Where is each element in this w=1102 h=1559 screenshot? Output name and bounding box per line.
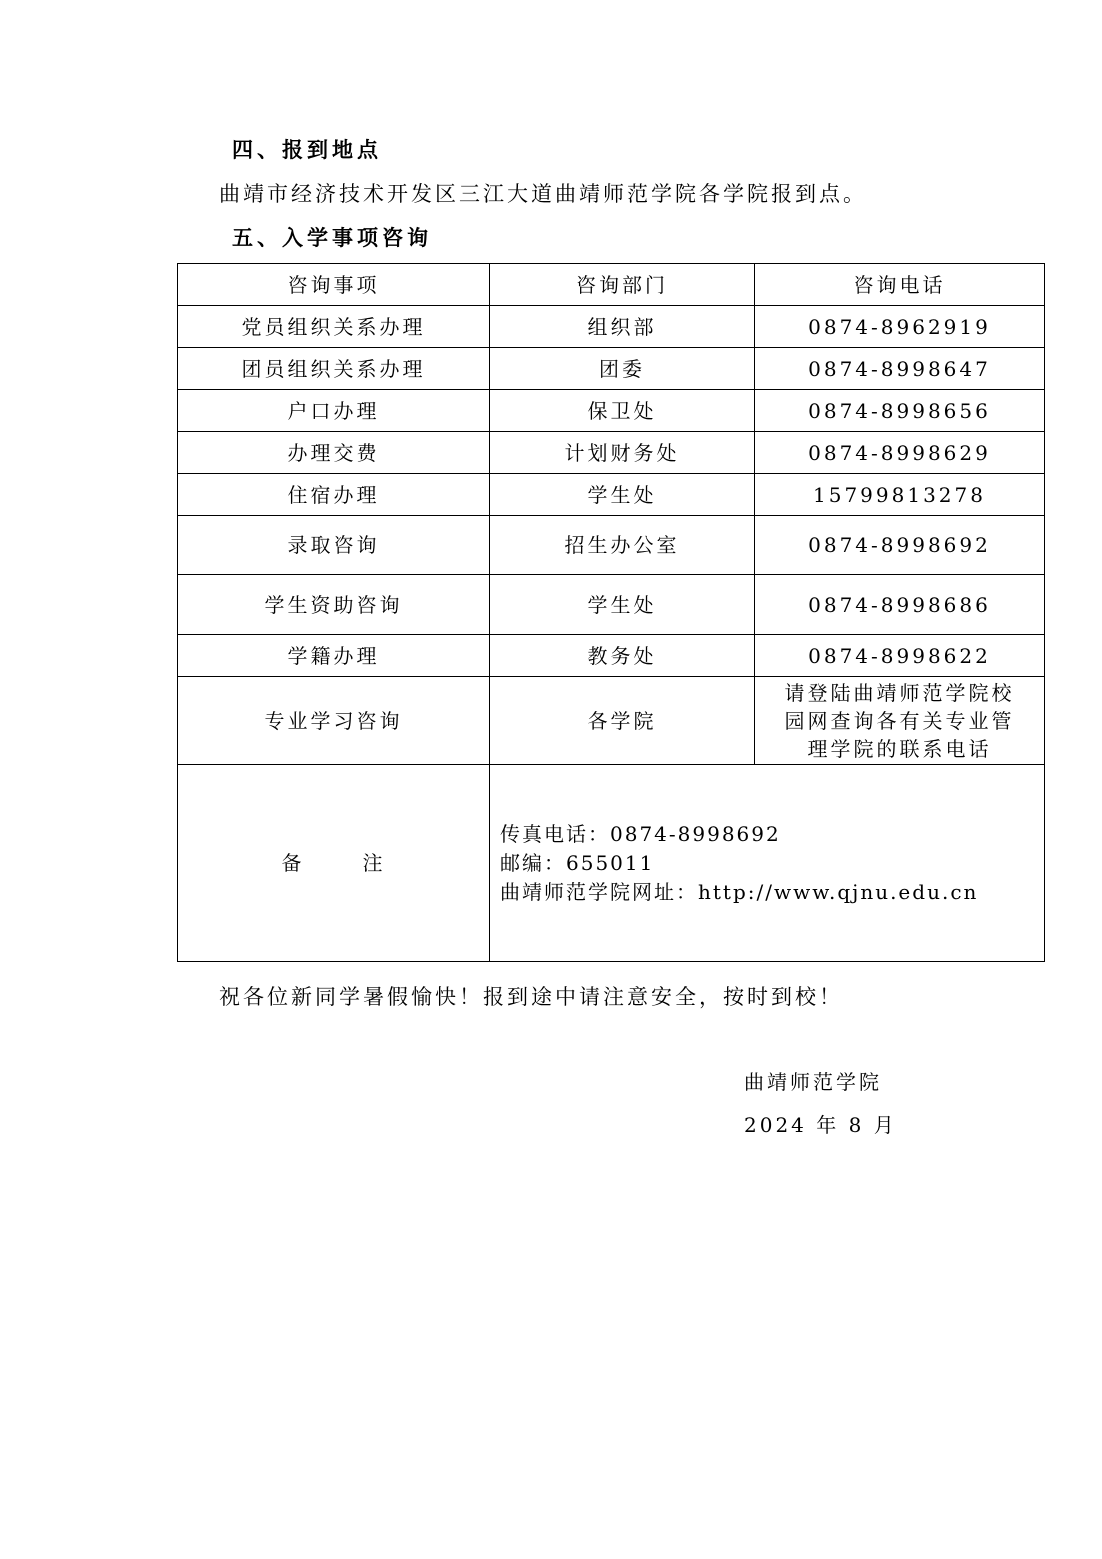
cell-phone: 0874-8998656 bbox=[755, 390, 1045, 432]
header-phone: 咨询电话 bbox=[755, 264, 1045, 306]
cell-item: 团员组织关系办理 bbox=[178, 348, 490, 390]
cell-item: 办理交费 bbox=[178, 432, 490, 474]
remarks-row bbox=[178, 765, 1045, 962]
remarks-label-cell bbox=[178, 765, 490, 962]
cell-item: 党员组织关系办理 bbox=[178, 306, 490, 348]
consultation-table bbox=[177, 263, 1045, 962]
cell-dept: 各学院 bbox=[490, 677, 755, 765]
closing-text: 祝各位新同学暑假愉快！报到途中请注意安全，按时到校！ bbox=[219, 985, 843, 1009]
header-dept: 咨询部门 bbox=[490, 264, 755, 306]
cell-item: 住宿办理 bbox=[178, 474, 490, 516]
header-item: 咨询事项 bbox=[178, 264, 490, 306]
cell-phone-multiline bbox=[755, 677, 1045, 765]
website-line: 曲靖师范学院网址：http://www.qjnu.edu.cn bbox=[500, 879, 979, 904]
remarks-content bbox=[490, 765, 1045, 962]
section-heading-location: 四、报到地点 bbox=[232, 138, 382, 162]
cell-phone: 0874-8998686 bbox=[755, 575, 1045, 635]
cell-phone: 0874-8962919 bbox=[755, 306, 1045, 348]
table-row bbox=[178, 432, 1045, 474]
cell-dept: 教务处 bbox=[490, 635, 755, 677]
table-row bbox=[178, 348, 1045, 390]
cell-dept: 招生办公室 bbox=[490, 516, 755, 575]
cell-item: 录取咨询 bbox=[178, 516, 490, 575]
cell-phone: 0874-8998629 bbox=[755, 432, 1045, 474]
fax-line: 传真电话：0874-8998692 bbox=[500, 821, 781, 846]
cell-dept: 组织部 bbox=[490, 306, 755, 348]
cell-item: 户口办理 bbox=[178, 390, 490, 432]
phone-note-line: 园网查询各有关专业管 bbox=[784, 708, 1015, 733]
cell-dept: 学生处 bbox=[490, 575, 755, 635]
cell-phone: 0874-8998692 bbox=[755, 516, 1045, 575]
signature-date: 2024 年 8 月 bbox=[744, 1113, 897, 1137]
cell-dept: 学生处 bbox=[490, 474, 755, 516]
cell-item: 专业学习咨询 bbox=[178, 677, 490, 765]
section-heading-consultation: 五、入学事项咨询 bbox=[232, 226, 432, 250]
table-row bbox=[178, 390, 1045, 432]
cell-phone: 0874-8998647 bbox=[755, 348, 1045, 390]
remarks-label-first: 备 bbox=[281, 851, 305, 875]
remarks-label bbox=[282, 851, 386, 875]
table-row bbox=[178, 575, 1045, 635]
remarks-label-second: 注 bbox=[362, 851, 386, 875]
cell-dept: 保卫处 bbox=[490, 390, 755, 432]
postcode-line: 邮编：655011 bbox=[500, 850, 655, 875]
table-row bbox=[178, 635, 1045, 677]
cell-item: 学生资助咨询 bbox=[178, 575, 490, 635]
table-header-row bbox=[178, 264, 1045, 306]
location-text: 曲靖市经济技术开发区三江大道曲靖师范学院各学院报到点。 bbox=[219, 182, 867, 206]
table-row bbox=[178, 474, 1045, 516]
table-row bbox=[178, 677, 1045, 765]
cell-phone: 15799813278 bbox=[755, 474, 1045, 516]
cell-dept: 计划财务处 bbox=[490, 432, 755, 474]
table-row bbox=[178, 306, 1045, 348]
cell-item: 学籍办理 bbox=[178, 635, 490, 677]
cell-dept: 团委 bbox=[490, 348, 755, 390]
phone-note-line: 请登陆曲靖师范学院校 bbox=[784, 680, 1015, 705]
cell-phone: 0874-8998622 bbox=[755, 635, 1045, 677]
signature-org: 曲靖师范学院 bbox=[744, 1070, 882, 1094]
phone-note-line: 理学院的联系电话 bbox=[807, 736, 992, 761]
table-row bbox=[178, 516, 1045, 575]
